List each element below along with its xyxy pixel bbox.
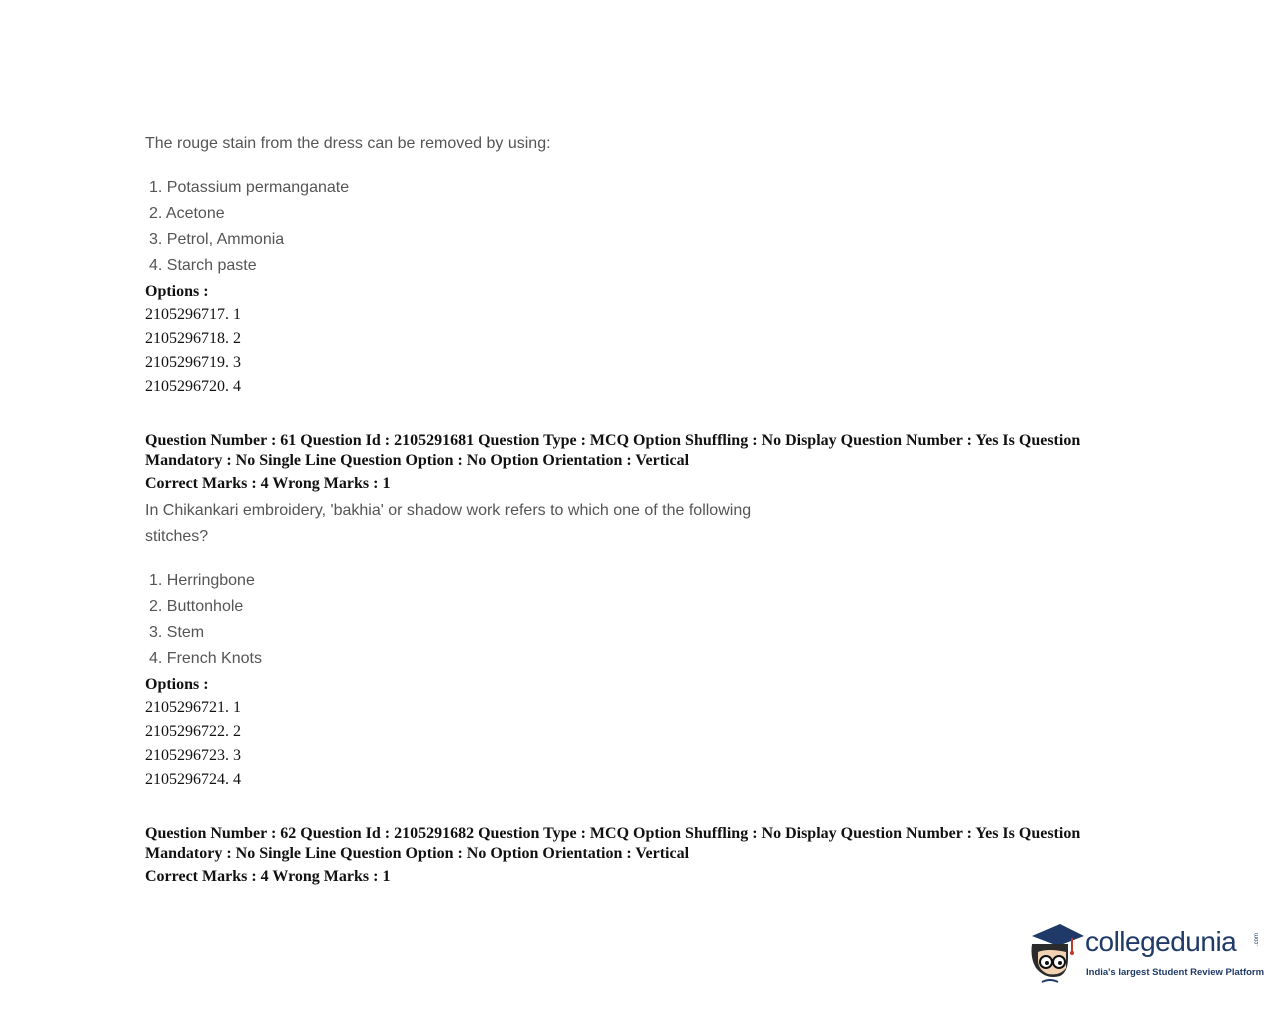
q60-choice-1: 1. Potassium permanganate [149,179,350,196]
q60-option-2: 2105296718. 2 [145,330,241,347]
q61-marks: Correct Marks : 4 Wrong Marks : 1 [145,475,391,492]
q60-choice-4: 4. Starch paste [149,257,257,274]
q61-question-line2: stitches? [145,528,209,545]
q61-choice-1: 1. Herringbone [149,572,255,589]
q60-choice-2: 2. Acetone [149,205,225,222]
q60-option-1: 2105296717. 1 [145,306,241,323]
logo-com-suffix: .com [1254,932,1260,946]
q61-option-2: 2105296722. 2 [145,723,241,740]
q61-meta: Question Number : 61 Question Id : 2105291681 Question Type : MCQ Option Shuffling : No Display Question Number : Yes Is Question Mandatory : No Single Line Question Option : No Option Orientation : Vertical [145,432,1081,469]
q60-question-text: The rouge stain from the dress can be removed by using: [145,135,551,152]
logo-tagline: India's largest Student Review Platform [1086,967,1265,978]
q61-option-3: 2105296723. 3 [145,747,241,764]
q61-choice-4: 4. French Knots [149,650,262,667]
q60-option-3: 2105296719. 3 [145,354,241,371]
student-mascot-icon [1026,918,1086,988]
collegedunia-logo [1026,916,1265,990]
q61-options-label: Options : [145,676,209,693]
q61-option-1: 2105296721. 1 [145,699,241,716]
logo-wordmark: collegedunia [1085,926,1237,957]
q61-option-4: 2105296724. 4 [145,771,241,788]
q60-options-label: Options : [145,283,209,300]
q61-choice-3: 3. Stem [149,624,205,641]
q62-meta: Question Number : 62 Question Id : 2105291682 Question Type : MCQ Option Shuffling : No Display Question Number : Yes Is Question Mandatory : No Single Line Question Option : No Option Orientation : Vertical [145,825,1081,862]
q60-choice-3: 3. Petrol, Ammonia [149,231,285,248]
q62-marks: Correct Marks : 4 Wrong Marks : 1 [145,868,391,885]
q60-option-4: 2105296720. 4 [145,378,241,395]
q61-question-line1: In Chikankari embroidery, 'bakhia' or shadow work refers to which one of the following [145,502,752,519]
q61-choice-2: 2. Buttonhole [149,598,244,615]
